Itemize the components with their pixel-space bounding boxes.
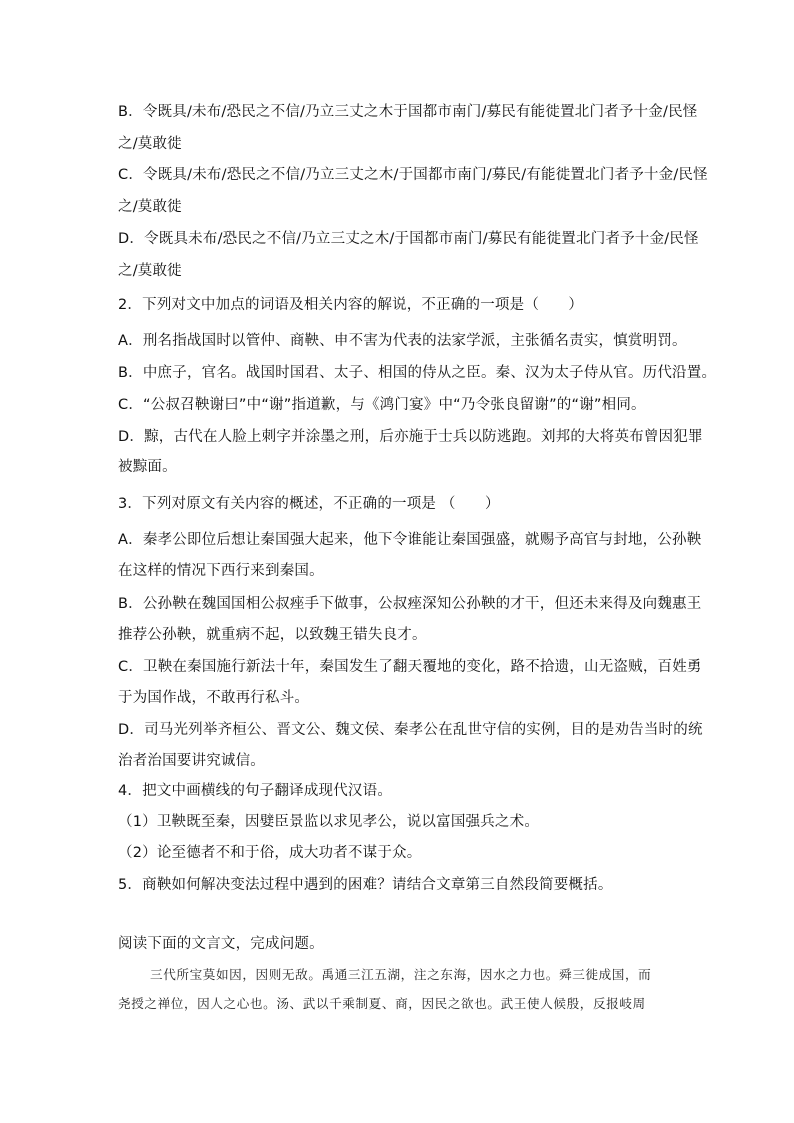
section-intro: 阅读下面的文言文，完成问题。 — [118, 936, 324, 952]
q2-option-d-line1: D．黥，古代在人脸上刺字并涂墨之刑，后亦施于士兵以防逃跑。刘邦的大将英布曾因犯罪 — [118, 429, 703, 445]
q3-option-d-line1: D．司马光列举齐桓公、晋文公、魏文侯、秦孝公在乱世守信的实例，目的是劝告当时的统 — [118, 722, 703, 738]
q1-option-b-line1: B．令既具/未布/恐民之不信/乃立三丈之木于国都市南门/募民有能徙置北门者予十金/民怪 — [118, 104, 698, 120]
q3-stem: 3．下列对原文有关内容的概述，不正确的一项是 （ ） — [118, 496, 500, 512]
q5-stem: 5．商鞅如何解决变法过程中遇到的困难？请结合文章第三自然段简要概括。 — [118, 877, 613, 893]
q3-option-d-line2: 治者治国要讲究诚信。 — [118, 753, 265, 769]
q1-option-b-line2: 之/莫敢徙 — [118, 136, 182, 152]
q1-option-c-line2: 之/莫敢徙 — [118, 199, 182, 215]
q4-sentence-2: （2）论至德者不和于俗，成大功者不谋于众。 — [118, 845, 422, 861]
q4-stem: 4．把文中画横线的句子翻译成现代汉语。 — [118, 783, 393, 799]
passage-line-1: 三代所宝莫如因，因则无敌。禹通三江五湖，注之东海，因水之力也。舜三徙成国，而 — [150, 967, 652, 982]
q2-option-d-line2: 被黥面。 — [118, 459, 177, 475]
q3-option-b-line2: 推荐公孙鞅，就重病不起，以致魏王错失良才。 — [118, 627, 427, 643]
q1-option-d-line2: 之/莫敢徙 — [118, 263, 182, 279]
q3-option-c-line1: C．卫鞅在秦国施行新法十年，秦国发生了翻天覆地的变化，路不拾遗，山无盗贼，百姓勇 — [118, 659, 702, 675]
q4-sentence-1: （1）卫鞅既至秦，因嬖臣景监以求见孝公，说以富国强兵之术。 — [118, 814, 540, 830]
q2-option-b: B．中庶子，官名。战国时国君、太子、相国的侍从之臣。秦、汉为太子侍从官。历代沿置。 — [118, 365, 717, 381]
q3-option-b-line1: B．公孙鞅在魏国国相公叔痤手下做事，公叔痤深知公孙鞅的才干，但还未来得及向魏惠王 — [118, 596, 702, 612]
q3-option-c-line2: 于为国作战，不敢再行私斗。 — [118, 690, 310, 706]
q2-option-c: C．“公叔召鞅谢曰”中“谢”指道歉，与《鸿门宴》中“乃令张良留谢”的“谢”相同。 — [118, 397, 646, 413]
q3-option-a-line2: 在这样的情况下西行来到秦国。 — [118, 563, 324, 579]
q1-option-d-line1: D．令既具未布/恐民之不信/乃立三丈之木/于国都市南门/募民有能徙置北门者予十金/民怪 — [118, 231, 699, 247]
q3-option-a-line1: A．秦孝公即位后想让秦国强大起来，他下令谁能让秦国强盛，就赐予高官与封地，公孙鞅 — [118, 532, 702, 548]
passage-line-2: 尧授之禅位，因人之心也。汤、武以千乘制夏、商，因民之欲也。武王使人候殷，反报岐周 — [118, 996, 646, 1011]
q2-option-a: A．刑名指战国时以管仲、商鞅、申不害为代表的法家学派，主张循名责实，慎赏明罚。 — [118, 333, 687, 349]
q2-stem: 2．下列对文中加点的词语及相关内容的解说，不正确的一项是（ ） — [118, 297, 584, 313]
classical-passage — [118, 965, 684, 1014]
q1-option-c-line1: C．令既具/未布/恐民之不信/乃立三丈之木/于国都市南门/募民/有能徙置北门者予十金/民怪 — [118, 167, 708, 183]
